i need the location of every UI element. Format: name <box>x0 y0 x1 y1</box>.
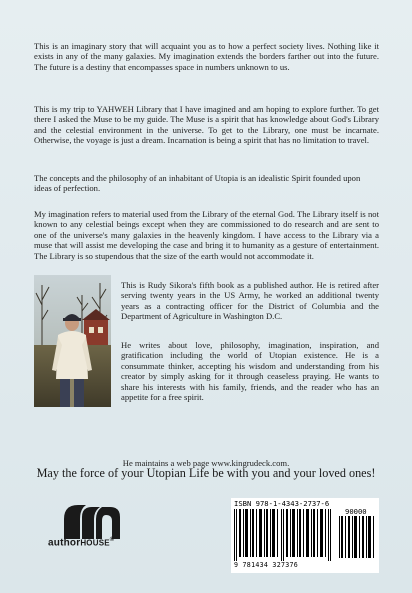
description-paragraph-2: This is my trip to YAHWEH Library that I have imagined and am hoping to explore further. To get there I asked the Muse to be my guide. The Muse is a spirit that has knowledge about God's Library and the celestial environment in the universe. To get to the Library, one must be incarnate. Otherwise, the voyage is just a dream. Incarnation is being a spirit that has no limitation to travel. <box>34 104 379 146</box>
author-photo-image <box>34 275 111 407</box>
website-line: He maintains a web page www.kingrudeck.com. <box>122 458 290 468</box>
author-bio-paragraph-2: He writes about love, philosophy, imagination, inspiration, and gratification including the world of Utopian existence. He is a consummate thinker, accepting his wisdom and understanding from his creator by simply asking for it through ceaseless praying. He wants to share his interests with his family, friends, and the reader who has an appetite for a free spirit. <box>121 340 379 403</box>
description-paragraph-1: This is an imaginary story that will acquaint you as to how a perfect society lives. Nothing like it exists in any of the many galaxies. My imagination extends the borders farther out into the future. The future is a destiny that encompasses space in numbers unknown to us. <box>34 41 379 72</box>
description-paragraph-4: My imagination refers to material used from the Library of the eternal God. The Library itself is not known to any celestial beings except when they are commissioned to do research and are sent to one of the universe's many galaxies in the heavenly kingdom. I have access to the Library via a muse that will assist me developing the case and bring it to humanity as a gesture of entertainment. The Library is so stupendous that the size of the earth would not accommodate it. <box>34 209 379 261</box>
ean-digits: 9 781434 327376 <box>234 561 299 569</box>
price-code: 90000 <box>345 507 367 516</box>
description-paragraph-3: The concepts and the philosophy of an inhabitant of Utopia is an idealistic Spirit founded upon ideas of perfection. <box>34 173 361 194</box>
isbn-text: ISBN 978-1-4343-2737-6 <box>234 499 330 508</box>
registered-mark: ® <box>109 537 115 543</box>
author-bio-paragraph-1: This is Rudy Sikora's fifth book as a published author. He is retired after serving twenty years in the US Army, he worked an additional twenty years as a contracting officer for the District of Columbia and the Department of Agriculture in Washington D.C. <box>121 280 379 322</box>
author-photo <box>34 275 111 407</box>
publisher-name-prefix: author <box>48 537 81 549</box>
tagline: May the force of your Utopian Life be with you and your loved ones! <box>36 466 376 480</box>
publisher-name <box>48 537 148 548</box>
price-barcode-icon <box>339 516 375 558</box>
barcode-box <box>231 498 379 573</box>
isbn-barcode-icon <box>234 509 336 561</box>
publisher-name-suffix: HOUSE <box>80 538 110 548</box>
